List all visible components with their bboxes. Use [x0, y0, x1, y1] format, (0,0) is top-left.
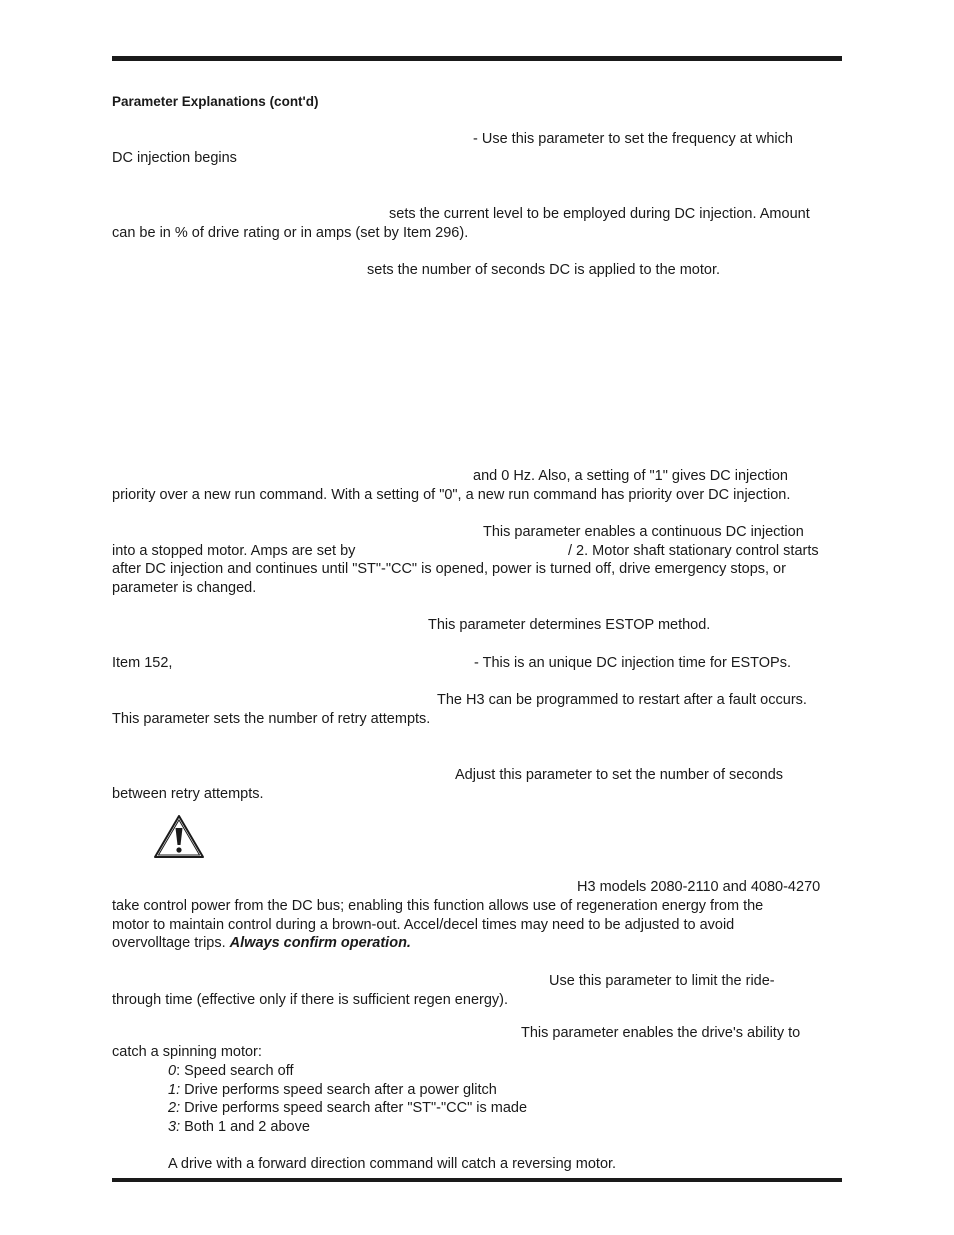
shaft-control-text-4: parameter is changed.	[112, 580, 257, 596]
dc-current-text-1: sets the current level to be employed during DC injection. Amount	[389, 206, 810, 222]
shaft-control-text-2b: / 2. Motor shaft stationary control starts	[568, 543, 819, 559]
retry-time-text-1: Adjust this parameter to set the number of seconds	[455, 767, 784, 783]
dc-priority-text-1: and 0 Hz. Also, a setting of "1" gives DC injection	[473, 468, 788, 484]
dc-current-text-2: can be in % of drive rating or in amps (set by Item 296).	[112, 225, 469, 241]
dc-start-freq-text-2: DC injection begins	[112, 150, 237, 166]
dc-time-text: sets the number of seconds DC is applied to the motor.	[367, 262, 721, 278]
option-key: 3:	[168, 1119, 181, 1135]
retry-time-text-2: between retry attempts.	[112, 786, 264, 802]
retry-text-1: The H3 can be programmed to restart after a fault occurs.	[437, 692, 807, 708]
option-key: 2:	[168, 1100, 181, 1116]
ride-through-text-1: Use this parameter to limit the ride-	[549, 973, 775, 989]
speed-search-option-0	[168, 1062, 294, 1080]
warning-triangle-icon	[153, 814, 205, 860]
speed-search-option-2	[168, 1099, 527, 1117]
warning-text-2: take control power from the DC bus; enabling this function allows use of regeneration energy from the	[112, 898, 764, 914]
option-text: Both 1 and 2 above	[180, 1119, 310, 1135]
warning-text-4	[112, 934, 411, 952]
speed-search-option-1	[168, 1081, 497, 1099]
warning-emphasis: Always confirm operation.	[229, 935, 411, 951]
estop-method-text: This parameter determines ESTOP method.	[428, 617, 711, 633]
warning-text-3: motor to maintain control during a brown-out. Accel/decel times may need to be adjusted to avoid	[112, 917, 735, 933]
option-text: Drive performs speed search after "ST"-"CC" is made	[180, 1100, 528, 1116]
option-text: Drive performs speed search after a power glitch	[180, 1082, 497, 1098]
speed-search-text-2: catch a spinning motor:	[112, 1044, 262, 1060]
shaft-control-text-3: after DC injection and continues until "ST"-"CC" is opened, power is turned off, drive emergency stops, or	[112, 561, 786, 577]
option-key: 0	[168, 1063, 177, 1079]
section-heading: Parameter Explanations (cont'd)	[112, 94, 319, 109]
ride-through-text-2: through time (effective only if there is sufficient regen energy).	[112, 992, 509, 1008]
top-rule	[112, 56, 842, 61]
speed-search-text-1: This parameter enables the drive's ability to	[521, 1025, 801, 1041]
retry-text-2: This parameter sets the number of retry attempts.	[112, 711, 431, 727]
speed-search-option-3	[168, 1118, 310, 1136]
bottom-rule	[112, 1178, 842, 1182]
speed-search-note: A drive with a forward direction command will catch a reversing motor.	[168, 1156, 617, 1172]
warning-text-4-plain: overvolltage trips.	[112, 935, 226, 951]
estop-dc-time-text: - This is an unique DC injection time for ESTOPs.	[474, 655, 791, 671]
shaft-control-text-1: This parameter enables a continuous DC injection	[483, 524, 804, 540]
shaft-control-text-2a: into a stopped motor. Amps are set by	[112, 543, 356, 559]
option-text: : Speed search off	[176, 1063, 294, 1079]
estop-item-ref: Item 152,	[112, 655, 173, 671]
dc-start-freq-text-1: - Use this parameter to set the frequency at which	[473, 131, 793, 147]
option-key: 1:	[168, 1082, 181, 1098]
warning-text-1: H3 models 2080-2110 and 4080-4270	[577, 879, 821, 895]
dc-priority-text-2: priority over a new run command. With a setting of "0", a new run command has priority over DC injection.	[112, 487, 791, 503]
